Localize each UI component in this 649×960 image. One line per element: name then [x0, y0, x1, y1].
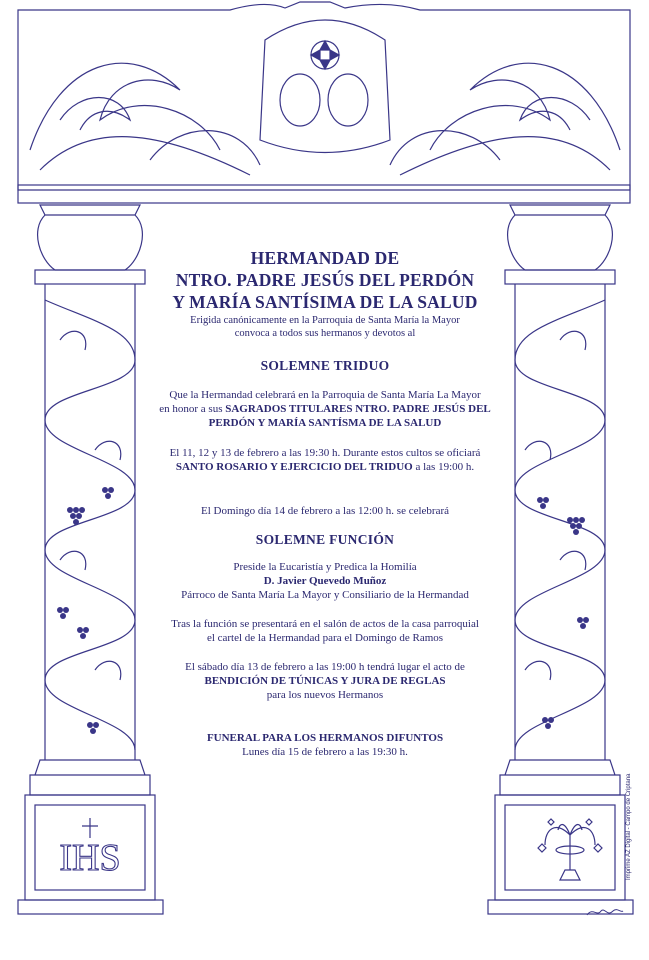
right-capital	[508, 205, 613, 270]
intro-line-2: convoca a todos sus hermanos y devotos al	[234, 328, 416, 339]
ihs-monogram-icon: IHS	[59, 837, 121, 879]
title-line-3: Y MARÍA SANTÍSIMA DE LA SALUD	[172, 292, 478, 312]
rosario-time: a las 19:00 h.	[412, 461, 475, 473]
left-column-shaft	[45, 284, 135, 760]
rosario-text: SANTO ROSARIO Y EJERCICIO DEL TRIDUO	[175, 461, 413, 473]
triduo-dates-line: El 11, 12 y 13 de febrero a las 19:30 h. Durante estos cultos se oficiará	[169, 447, 481, 459]
titulares-text: SAGRADOS TITULARES NTRO. PADRE JESÚS DEL	[225, 403, 491, 415]
entablature-band	[18, 185, 630, 203]
funcion-heading: SOLEMNE FUNCIÓN	[255, 532, 395, 547]
title-line-2: NTRO. PADRE JESÚS DEL PERDÓN	[175, 270, 475, 290]
priest-name: D. Javier Quevedo Muñoz	[263, 575, 387, 587]
artist-signature	[585, 905, 625, 922]
parroco-line: Párroco de Santa María La Mayor y Consiliario de la Hermandad	[181, 589, 469, 601]
funeral-date: Lunes día 15 de febrero a las 19:30 h.	[242, 746, 408, 758]
right-column-shaft	[515, 284, 605, 760]
cartel-line-1: Tras la función se presentará en el salón de actos de la casa parroquial	[171, 618, 479, 630]
left-acanthus	[30, 63, 250, 175]
sabado-line-2: BENDICIÓN DE TÚNICAS Y JURA DE REGLAS	[204, 675, 446, 687]
left-capital	[38, 205, 143, 270]
triduo-paragraph-line-2	[140, 402, 510, 417]
sabado-line-1: El sábado día 13 de febrero a las 19:00 h tendrá lugar el acto de	[185, 661, 465, 673]
left-base-molding	[30, 760, 150, 795]
triduo-heading: SOLEMNE TRIDUO	[260, 358, 390, 373]
domingo-line: El Domingo día 14 de febrero a las 12:00 h. se celebrará	[200, 505, 450, 517]
sabado-line-3: para los nuevos Hermanos	[266, 689, 384, 701]
funeral-heading: FUNERAL PARA LOS HERMANOS DIFUNTOS	[206, 732, 444, 744]
rosario-line	[140, 460, 510, 475]
imprint-credit: Imprime AZ Digital - Campo de Criptana	[626, 773, 632, 880]
title-line-1: HERMANDAD DE	[250, 248, 400, 268]
fountain-icon	[538, 819, 602, 880]
triduo-paragraph-line-1: Que la Hermandad celebrará en la Parroquia de Santa María La Mayor	[169, 389, 481, 401]
intro-line-1: Erigida canónicamente en la Parroquia de Santa María la Mayor	[190, 315, 460, 326]
cartel-line-2: el cartel de la Hermandad para el Domingo de Ramos	[206, 632, 444, 644]
preside-line: Preside la Eucaristía y Predica la Homilía	[233, 561, 417, 573]
right-base-molding	[500, 760, 620, 795]
triduo-text: en honor a sus	[159, 403, 226, 415]
triduo-paragraph-line-3: PERDÓN Y MARÍA SANTÍSMA DE LA SALUD	[208, 417, 442, 429]
right-acanthus	[400, 63, 620, 175]
